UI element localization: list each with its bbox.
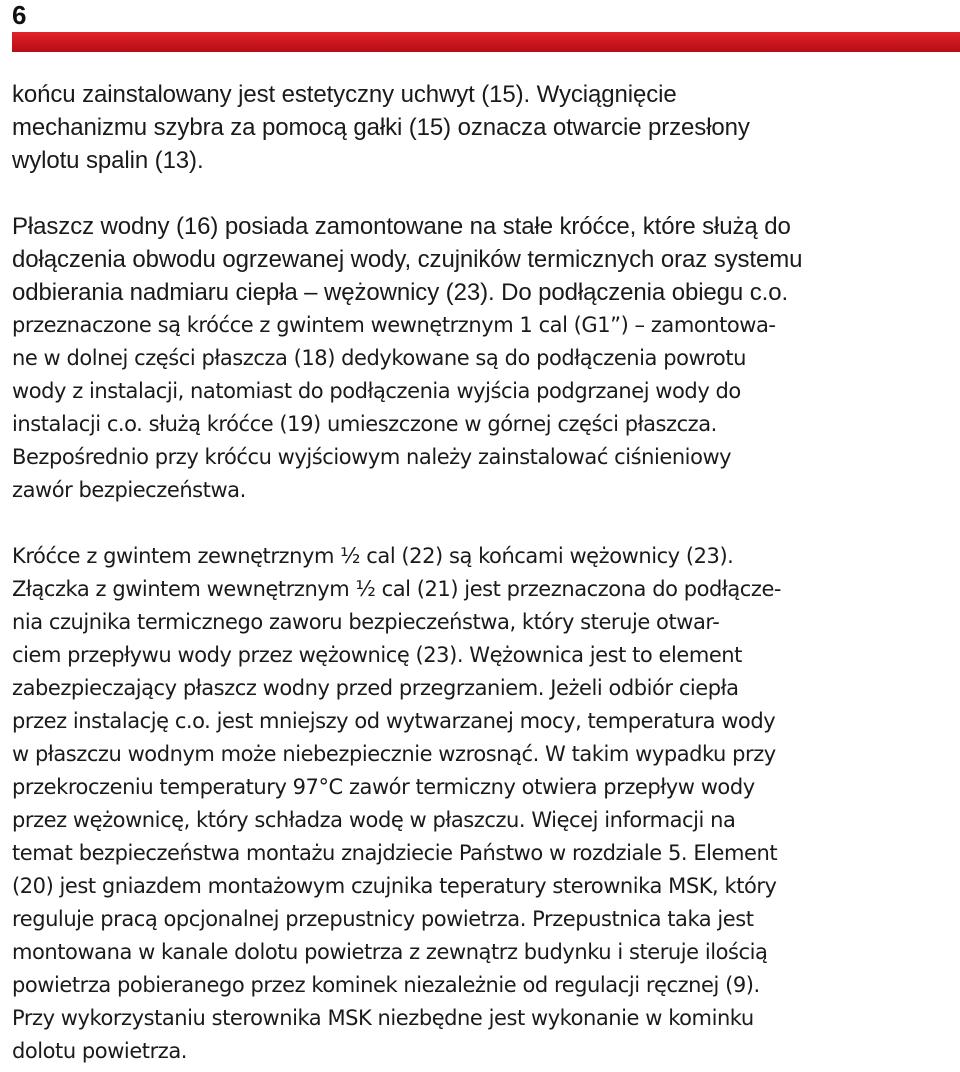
- text-line: zabezpieczający płaszcz wodny przed przegrzaniem. Jeżeli odbiór ciepła: [12, 676, 739, 700]
- text-line: przez wężownicę, który schładza wodę w płaszczu. Więcej informacji na: [12, 808, 736, 832]
- header-bar: [12, 32, 960, 52]
- text-line: końcu zainstalowany jest estetyczny uchwyt (15). Wyciągnięcie: [12, 81, 677, 108]
- text-line: mechanizmu szybra za pomocą gałki (15) oznacza otwarcie przesłony: [12, 114, 750, 141]
- text-line: (20) jest gniazdem montażowym czujnika teperatury sterownika MSK, który: [12, 874, 777, 898]
- text-line: Płaszcz wodny (16) posiada zamontowane na stałe króćce, które służą do: [12, 213, 791, 240]
- text-line: wody z instalacji, natomiast do podłączenia wyjścia podgrzanej wody do: [12, 379, 741, 403]
- paragraph-gap: [12, 177, 952, 210]
- text-line: przez instalację c.o. jest mniejszy od wytwarzanej mocy, temperatura wody: [12, 709, 776, 733]
- text-line: zawór bezpieczeństwa.: [12, 478, 246, 502]
- text-line: powietrza pobieranego przez kominek niezależnie od regulacji ręcznej (9).: [12, 973, 760, 997]
- paragraph-gap: [12, 507, 952, 540]
- text-line: reguluje pracą opcjonalnej przepustnicy powietrza. Przepustnica taka jest: [12, 907, 754, 931]
- text-line: ciem przepływu wody przez wężownicę (23). Wężownica jest to element: [12, 643, 742, 667]
- text-line: nia czujnika termicznego zaworu bezpieczeństwa, który steruje otwar-: [12, 610, 720, 634]
- text-line: temat bezpieczeństwa montażu znajdziecie Państwo w rozdziale 5. Element: [12, 841, 778, 865]
- document-body: [12, 78, 952, 1068]
- text-line: instalacji c.o. służą króćce (19) umieszczone w górnej części płaszcza.: [12, 412, 717, 436]
- text-line: montowana w kanale dolotu powietrza z zewnątrz budynku i steruje ilością: [12, 940, 768, 964]
- text-line: odbierania nadmiaru ciepła – wężownicy (23). Do podłączenia obiegu c.o.: [12, 279, 789, 306]
- text-line: Króćce z gwintem zewnętrznym ½ cal (22) są końcami wężownicy (23).: [12, 544, 734, 568]
- paragraph: [12, 78, 952, 177]
- text-line: dołączenia obwodu ogrzewanej wody, czujników termicznych oraz systemu: [12, 246, 803, 273]
- paragraph: [12, 540, 952, 1068]
- text-line: przekroczeniu temperatury 97°C zawór termiczny otwiera przepływ wody: [12, 775, 755, 799]
- text-line: Złączka z gwintem wewnętrznym ½ cal (21) jest przeznaczona do podłącze-: [12, 577, 782, 601]
- text-line: dolotu powietrza.: [12, 1039, 187, 1063]
- text-line: wylotu spalin (13).: [12, 147, 204, 174]
- text-line: Przy wykorzystaniu sterownika MSK niezbędne jest wykonanie w kominku: [12, 1006, 754, 1030]
- text-line: Bezpośrednio przy króćcu wyjściowym należy zainstalować ciśnieniowy: [12, 445, 732, 469]
- text-line: przeznaczone są króćce z gwintem wewnętrznym 1 cal (G1”) – zamontowa-: [12, 313, 776, 337]
- text-line: ne w dolnej części płaszcza (18) dedykowane są do podłączenia powrotu: [12, 346, 746, 370]
- paragraph: [12, 210, 952, 507]
- text-line: w płaszczu wodnym może niebezpiecznie wzrosnąć. W takim wypadku przy: [12, 742, 776, 766]
- page-number: 6: [12, 0, 27, 30]
